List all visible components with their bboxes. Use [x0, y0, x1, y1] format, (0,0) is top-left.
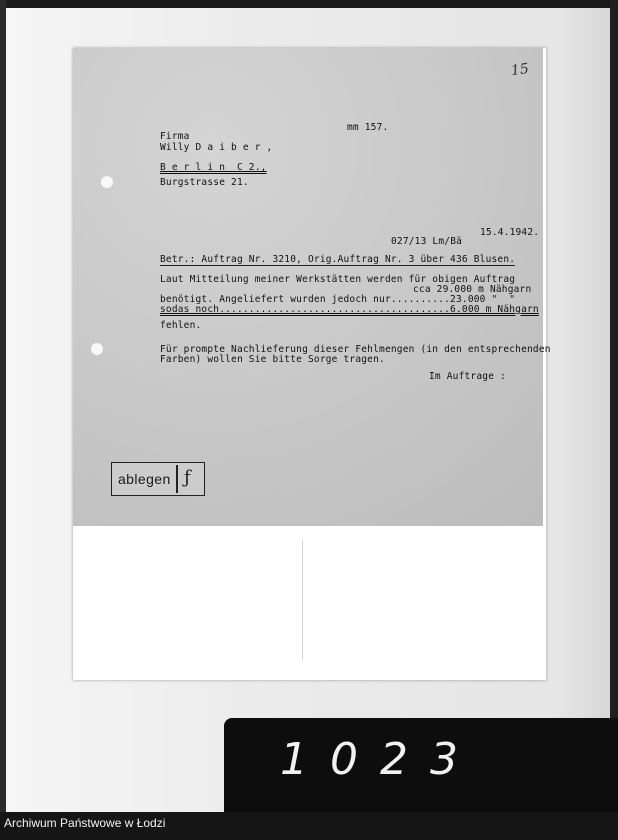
letter-date: 15.4.1942. [480, 227, 540, 238]
reference-top: mm 157. [347, 122, 389, 133]
stamp-divider [176, 465, 178, 493]
folio-number: 15 [509, 60, 530, 80]
body-line-6: Für prompte Nachlieferung dieser Fehlmengen (in den entsprechenden [160, 344, 551, 355]
document-page [73, 48, 551, 680]
scan-shadow [560, 0, 610, 812]
ablegen-stamp [111, 462, 205, 496]
recipient-line-1: Firma [160, 131, 190, 142]
film-edge-right [610, 0, 618, 812]
recipient-city: B e r l i n C 2., [160, 162, 267, 173]
reference-code: 027/13 Lm/Bä [391, 236, 463, 247]
body-line-4: sodas noch.......................................6.000 m Nähgarn [160, 304, 539, 315]
stamp-label: ablegen [118, 471, 171, 487]
archive-label: Archiwum Państwowe w Łodzi [4, 816, 166, 830]
punch-hole-bottom [91, 343, 103, 355]
film-edge-top [0, 0, 618, 8]
body-line-1: Laut Mitteilung meiner Werkstätten werden für obigen Auftrag [160, 274, 516, 285]
closing-line: Im Auftrage : [429, 371, 506, 382]
recipient-line-2: Willy D a i b e r , [160, 142, 273, 153]
film-edge-left [0, 0, 6, 812]
recipient-street: Burgstrasse 21. [160, 177, 249, 188]
body-line-3: benötigt. Angeliefert wurden jedoch nur..........23.000 " " [160, 294, 516, 305]
film-scratch [302, 540, 303, 660]
body-line-2: cca 29.000 m Nähgarn [413, 284, 532, 295]
frame-counter: 1023 [280, 734, 480, 785]
stamp-initial-mark: ƒ [184, 467, 191, 488]
body-line-5: fehlen. [160, 320, 202, 331]
punch-hole-top [101, 176, 113, 188]
body-line-7: Farben) wollen Sie bitte Sorge tragen. [160, 354, 385, 365]
subject-line: Betr.: Auftrag Nr. 3210, Orig.Auftrag Nr. 3 über 436 Blusen. [160, 254, 516, 265]
frame-counter-panel [224, 718, 618, 812]
